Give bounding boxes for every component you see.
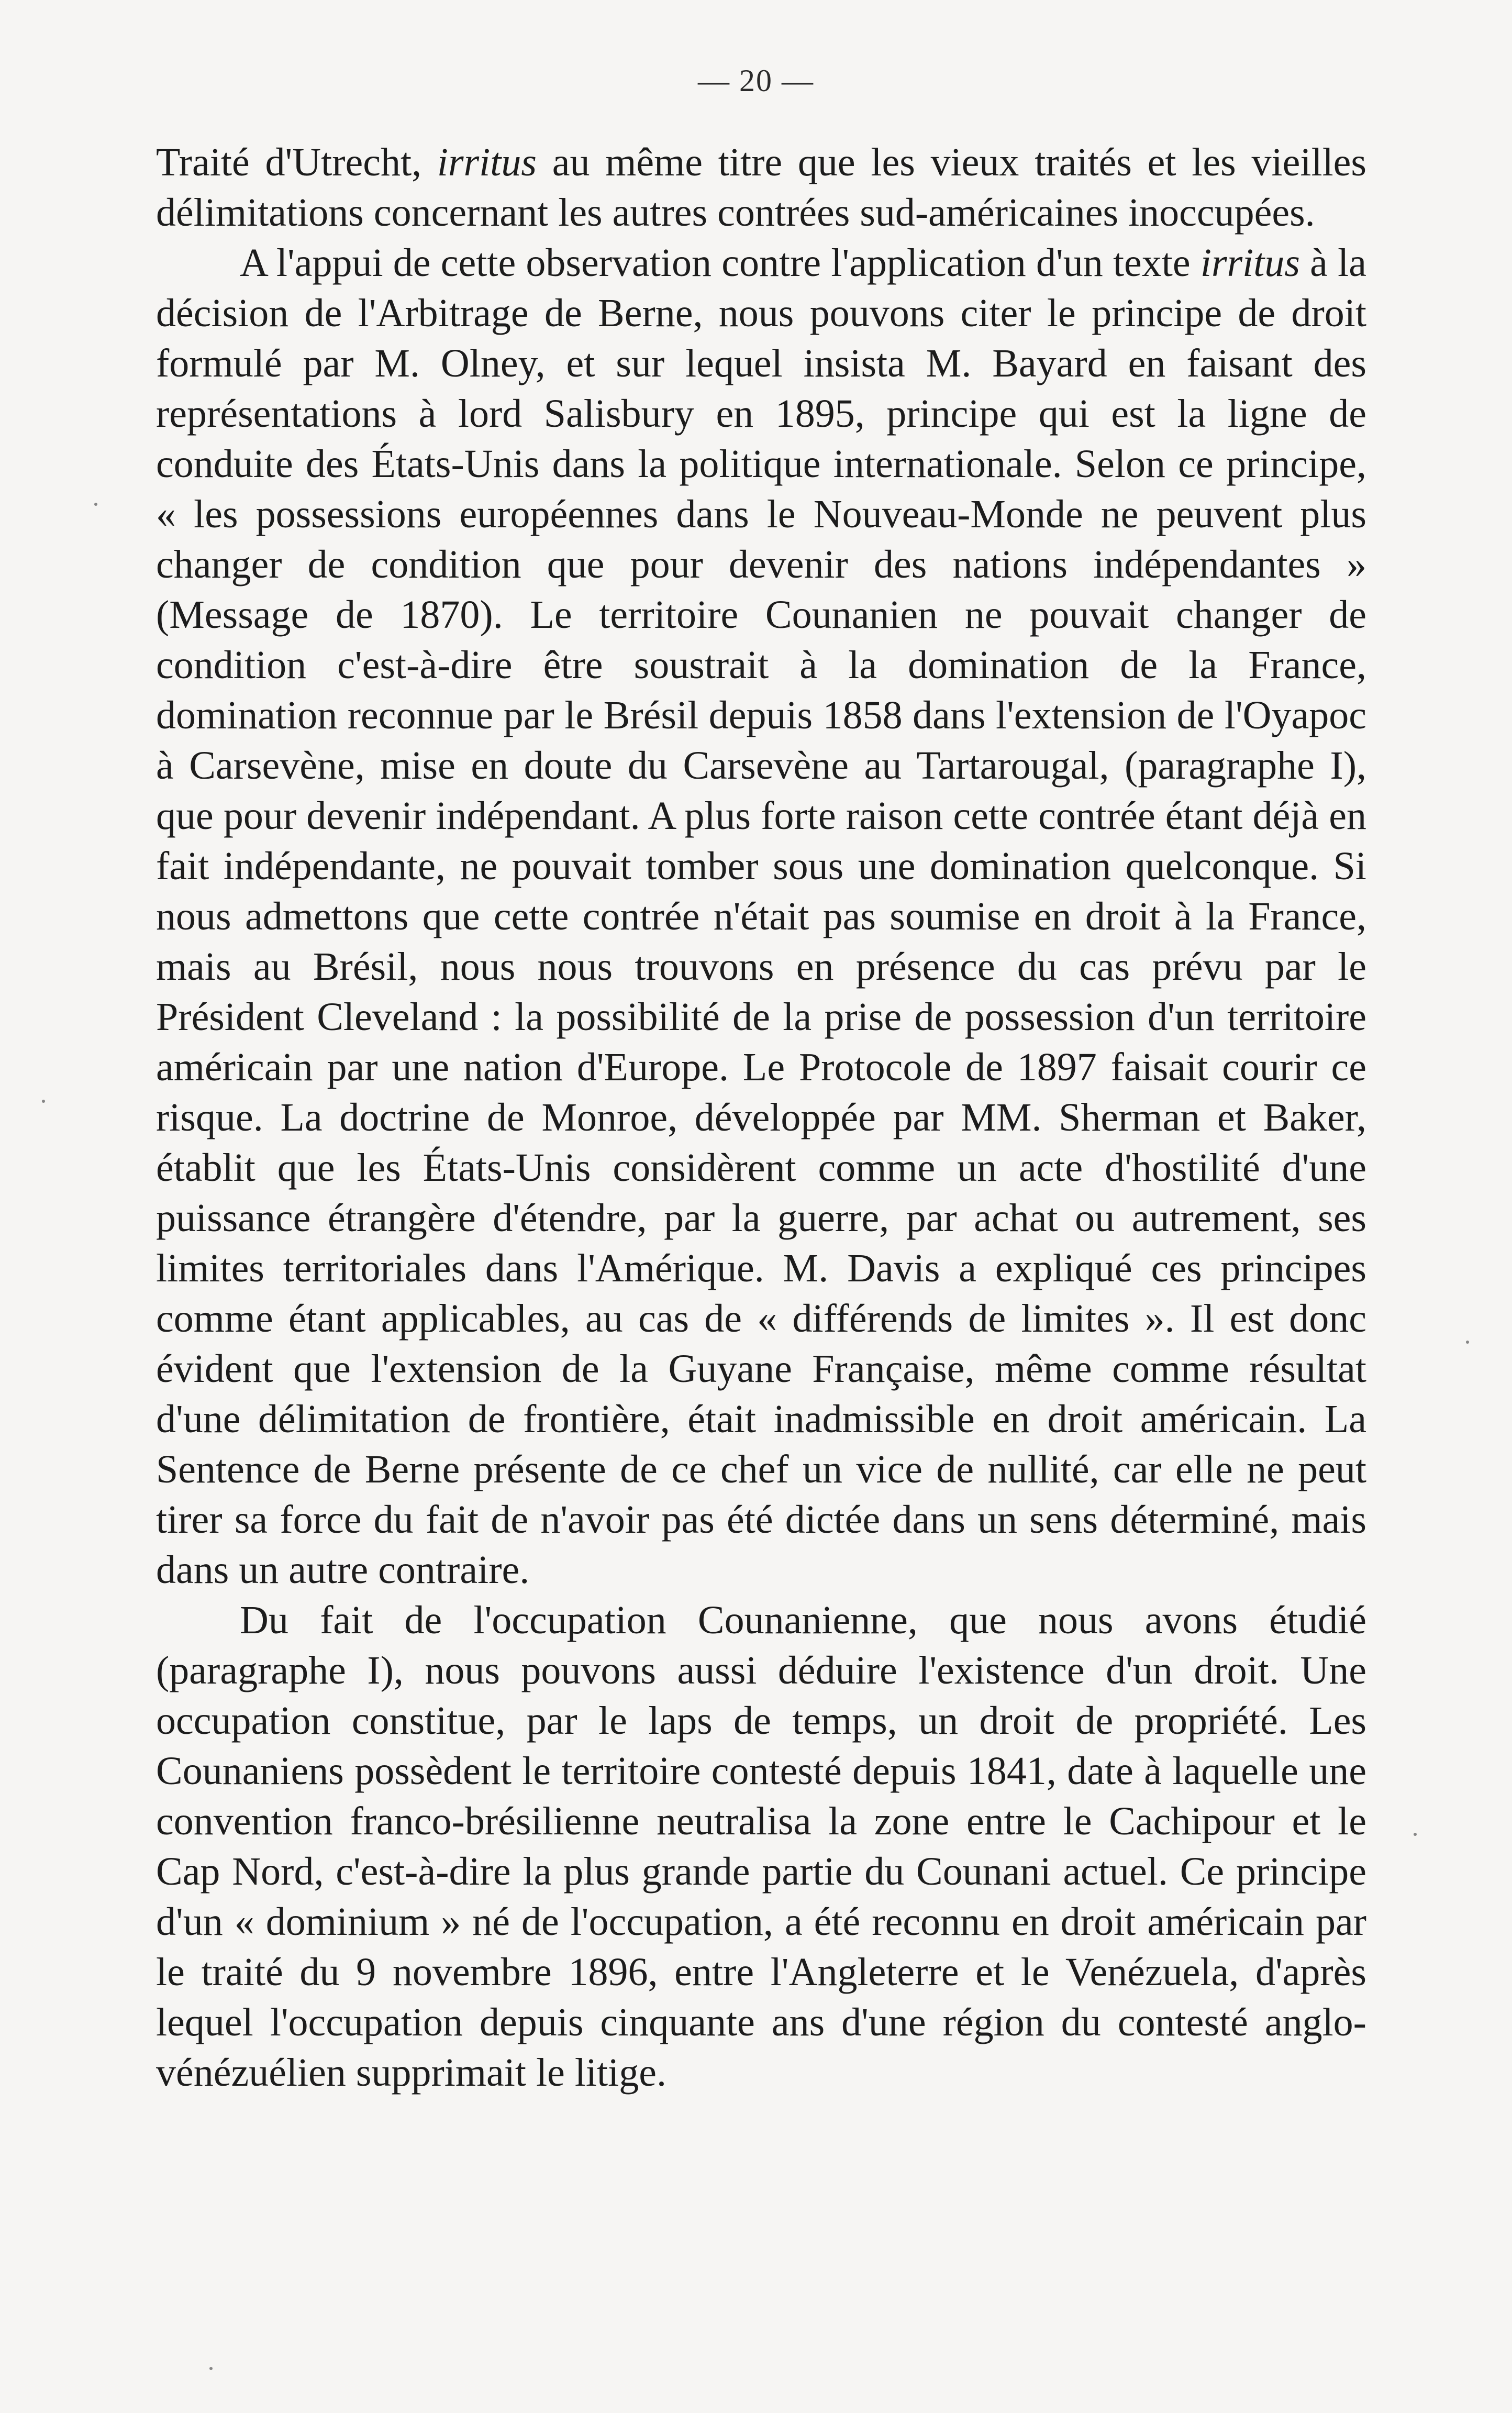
scan-speck bbox=[94, 503, 97, 506]
paragraph-1 bbox=[156, 137, 1366, 238]
paragraph-1-italic: irritus bbox=[437, 140, 537, 184]
paragraph-2-text-b: à la décision de l'Arbitrage de Berne, nous pouvons citer le principe de droit formulé par M. Olney, et sur lequel insista M. Bayard en faisant des représentations à lord Salisbury en 1895, principe qui est la ligne de conduite des États-Unis dans la politique internationale. Selon ce principe, « les possessions européennes dans le Nouveau-Monde ne peuvent plus changer de condition que pour devenir des nations indépendantes » (Message de 1870). Le territoire Counanien ne pouvait changer de condition c'est-à-dire être soustrait à la domination de la France, domination reconnue par le Brésil depuis 1858 dans l'extension de l'Oyapoc à Carsevène, mise en doute du Carsevène au Tartarougal, (paragraphe I), que pour devenir indépendant. A plus forte raison cette contrée étant déjà en fait indépendante, ne pouvait tomber sous une domination quelconque. Si nous admettons que cette contrée n'était pas soumise en droit à la France, mais au Brésil, nous nous trouvons en présence du cas prévu par le Président Cleveland : la possibilité de la prise de possession d'un territoire américain par une nation d'Europe. Le Protocole de 1897 faisait courir ce risque. La doctrine de Monroe, développée par MM. Sherman et Baker, établit que les États-Unis considèrent comme un acte d'hostilité d'une puissance étrangère d'étendre, par la guerre, par achat ou autrement, ses limites territoriales dans l'Amérique. M. Davis a expliqué ces principes comme étant applicables, au cas de « différends de limites ». Il est donc évident que l'extension de la Guyane Française, même comme résultat d'une délimitation de frontière, était inadmissible en droit américain. La Sentence de Berne présente de ce chef un vice de nullité, car elle ne peut tirer sa force du fait de n'avoir pas été dictée dans un sens déterminé, mais dans un autre contraire. bbox=[156, 241, 1366, 1592]
scan-speck bbox=[1466, 1341, 1469, 1344]
paragraph-1-text-a: Traité d'Utrecht, bbox=[156, 140, 437, 184]
paragraph-2-italic: irritus bbox=[1200, 241, 1300, 285]
scan-speck bbox=[42, 1100, 45, 1103]
body-text bbox=[156, 137, 1366, 2098]
paragraph-3-text-a: Du fait de l'occupation Counanienne, que nous avons étudié (paragraphe I), nous pouvons aussi déduire l'existence d'un droit. Une occupation constitue, par le laps de temps, un droit de propriété. Les Counaniens possèdent le territoire contesté depuis 1841, date à laquelle une convention franco-brésilienne neutralisa la zone entre le Cachipour et le Cap Nord, c'est-à-dire la plus grande partie du Counani actuel. Ce principe d'un « dominium » né de l'occupation, a été reconnu en droit américain par le traité du 9 novembre 1896, entre l'Angleterre et le Venézuela, d'après lequel l'occupation depuis cinquante ans d'une région du contesté anglo-vénézuélien supprimait le litige. bbox=[156, 1598, 1366, 2095]
scan-speck bbox=[209, 2367, 213, 2370]
paragraph-1-text-b: au même titre que les vieux traités et les vieilles délimitations concernant les autres contrées sud-américaines inoccupées. bbox=[156, 140, 1366, 235]
paragraph-2 bbox=[156, 238, 1366, 1595]
page-number: — 20 — bbox=[698, 63, 814, 98]
paragraph-3 bbox=[156, 1595, 1366, 2098]
paragraph-2-text-a: A l'appui de cette observation contre l'application d'un texte bbox=[240, 241, 1200, 285]
scan-speck bbox=[1414, 1833, 1417, 1836]
